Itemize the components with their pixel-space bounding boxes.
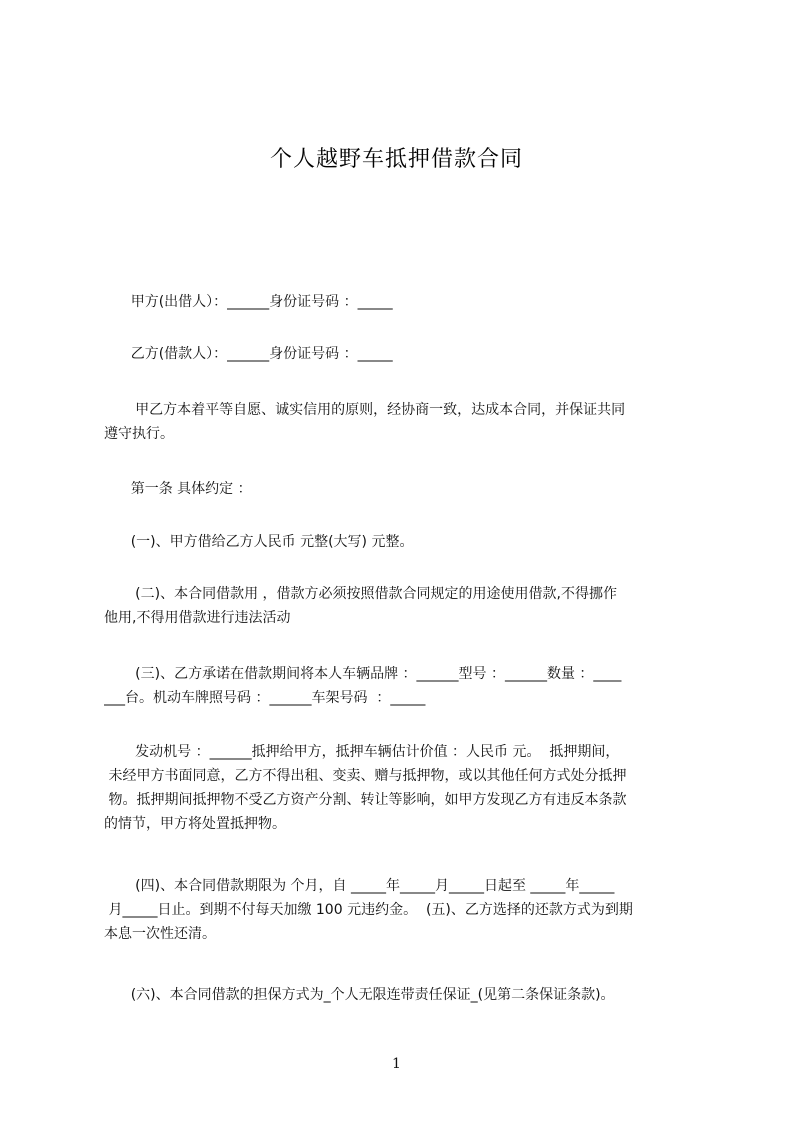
paragraph-line: (二)、本合同借款用 ，借款方必须按照借款合同规定的用途使用借款,不得挪作 — [104, 586, 617, 602]
paragraph-line: 乙方(借款人）：______身份证号码 ：_____ — [104, 346, 393, 362]
collateral-paragraph — [104, 740, 700, 836]
paragraph-line: 发动机号 ：______抵押给甲方，抵押车辆估计价值 ：人民币 元。 抵押期间， — [104, 744, 620, 760]
paragraph-line: (三)、乙方承诺在借款期间将本人车辆品牌 ：______型号 ：______数量 ：____ — [104, 666, 622, 682]
clause-two-paragraph — [104, 582, 700, 630]
preamble-paragraph — [104, 398, 700, 446]
paragraph-line: 未经甲方书面同意，乙方不得出租、变卖、赠与抵押物，或以其他任何方式处分抵押 — [104, 768, 627, 784]
paragraph-line: (四)、本合同借款期限为 个月，自 _____年_____月_____日起至 _____年_____ — [104, 878, 615, 894]
paragraph-line: 甲方(出借人）：______身份证号码 ：_____ — [104, 294, 393, 310]
paragraph-line: 遵守执行。 — [104, 426, 174, 442]
paragraph-line: 甲乙方本着平等自愿、诚实信用的原则，经协商一致，达成本合同，并保证共同 — [104, 402, 626, 418]
page-number: 1 — [392, 1056, 401, 1072]
clause-six-paragraph — [104, 983, 700, 1007]
clause-three-paragraph — [104, 662, 700, 710]
paragraph-line: ___台。机动车牌照号码 ：______车架号码 ：_____ — [104, 690, 426, 706]
paragraph-line: 他用,不得用借款进行违法活动 — [104, 610, 291, 626]
paragraph-line: (六)、本合同借款的担保方式为_个人无限连带责任保证_(见第二条保证条款)。 — [104, 987, 615, 1003]
paragraph-line: 本息一次性还清。 — [104, 926, 216, 942]
paragraph-line: 的情节，甲方将处置抵押物。 — [104, 816, 286, 832]
paragraph-line: 月_____日止。到期不付每天加缴 100 元违约金。 (五)、乙方选择的还款方式为到期 — [104, 902, 633, 918]
party-b-paragraph — [104, 342, 700, 366]
article-one-heading — [104, 477, 700, 501]
party-a-paragraph — [104, 290, 700, 314]
document-title: 个人越野车抵押借款合同 — [269, 147, 523, 172]
paragraph-line: 第一条 具体约定 ： — [104, 481, 252, 497]
paragraph-line: 物。抵押期间抵押物不受乙方资产分割、转让等影响，如甲方发现乙方有违反本条款 — [104, 792, 627, 808]
clause-four-paragraph — [104, 874, 700, 946]
clause-one-paragraph — [104, 530, 700, 554]
paragraph-line: (一)、甲方借给乙方人民币 元整(大写) 元整。 — [104, 534, 414, 550]
